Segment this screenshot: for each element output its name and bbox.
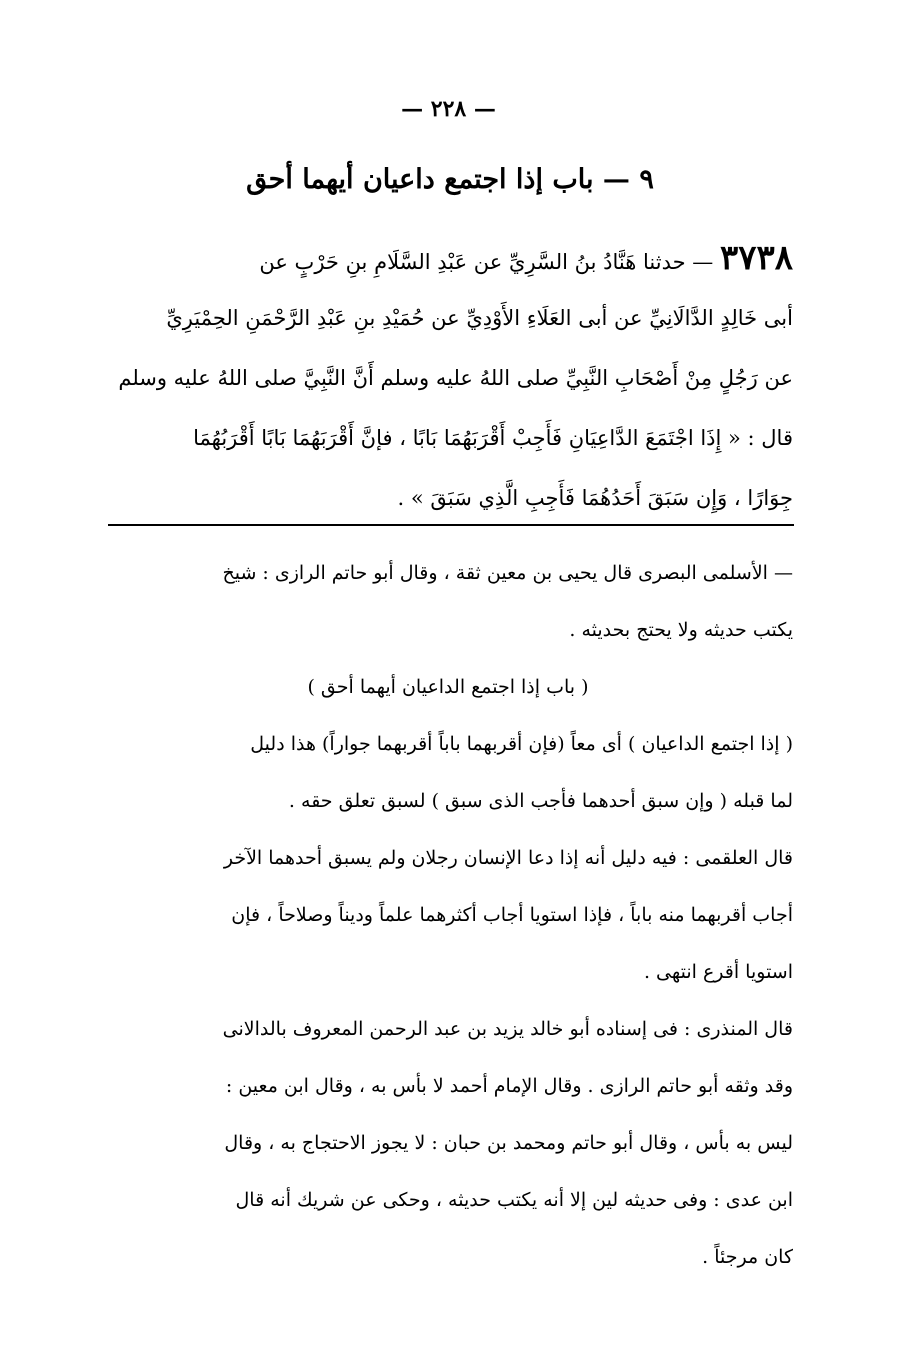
footnote-divider	[108, 524, 794, 526]
hadith-line-text: — حدثنا هَنَّادُ بنُ السَّرِيِّ عن عَبْدِ السَّلَامِ بنِ حَرْبٍ عن	[259, 250, 720, 274]
commentary-line: لما قبله ( وإن سبق أحدهما فأجب الذى سبق ) لسبق تعلق حقه .	[288, 790, 793, 812]
commentary-text	[103, 545, 793, 1286]
hadith-line	[103, 228, 793, 288]
hadith-line: جِوَارًا ، وَإِن سَبَقَ أَحَدُهُمَا فَأَجِبِ الَّذِي سَبَقَ » .	[397, 486, 793, 510]
commentary-subheading: ( باب إذا اجتمع الداعيان أيهما أحق )	[307, 676, 589, 698]
commentary-line: وقد وثقه أبو حاتم الرازى . وقال الإمام أحمد لا بأس به ، وقال ابن معين :	[225, 1075, 793, 1097]
commentary-line: ليس به بأس ، وقال أبو حاتم ومحمد بن حبان : لا يجوز الاحتجاج به ، وقال	[224, 1132, 793, 1154]
commentary-line: ابن عدى : وفى حديثه لين إلا أنه يكتب حديثه ، وحكى عن شريك أنه قال	[235, 1189, 793, 1211]
hadith-text	[103, 228, 793, 528]
page-number: — ٢٢٨ —	[401, 96, 496, 122]
commentary-line: أجاب أقربهما منه باباً ، فإذا استويا أجاب أكثرهما علماً وديناً وصلاحاً ، فإن	[231, 904, 793, 926]
chapter-heading: ٩ — باب إذا اجتمع داعيان أيهما أحق	[246, 164, 654, 195]
hadith-number: ٣٧٣٨	[719, 238, 793, 278]
commentary-line: يكتب حديثه ولا يحتج بحديثه .	[569, 619, 793, 641]
commentary-line: ( إذا اجتمع الداعيان ) أى معاً (فإن أقربهما باباً أقربهما جواراً) هذا دليل	[250, 733, 793, 755]
hadith-line: أبى خَالِدٍ الدَّالَانِيِّ عن أبى العَلَاءِ الأَوْدِيِّ عن حُمَيْدِ بنِ عَبْدِ الرَّحْمَنِ الحِمْيَرِيِّ	[166, 306, 793, 330]
commentary-line: استويا أقرع انتهى .	[643, 961, 793, 983]
commentary-line: كان مرجئاً .	[702, 1246, 793, 1268]
commentary-line: — الأسلمى البصرى قال يحيى بن معين ثقة ، وقال أبو حاتم الرازى : شيخ	[222, 562, 793, 584]
hadith-line: قال : « إِذَا اجْتَمَعَ الدَّاعِيَانِ فَأَجِبْ أَقْرَبَهُمَا بَابًا ، فإنَّ أَقْرَبَهُمَا بَابًا أَقْرَبُهُمَا	[193, 426, 793, 450]
hadith-line: عن رَجُلٍ مِنْ أَصْحَابِ النَّبِيِّ صلى اللهُ عليه وسلم أَنَّ النَّبِيَّ صلى اللهُ عليه وسلم	[118, 366, 793, 390]
commentary-line: قال المنذرى : فى إسناده أبو خالد يزيد بن عبد الرحمن المعروف بالدالانى	[222, 1018, 793, 1040]
commentary-line: قال العلقمى : فيه دليل أنه إذا دعا الإنسان رجلان ولم يسبق أحدهما الآخر	[223, 847, 793, 869]
